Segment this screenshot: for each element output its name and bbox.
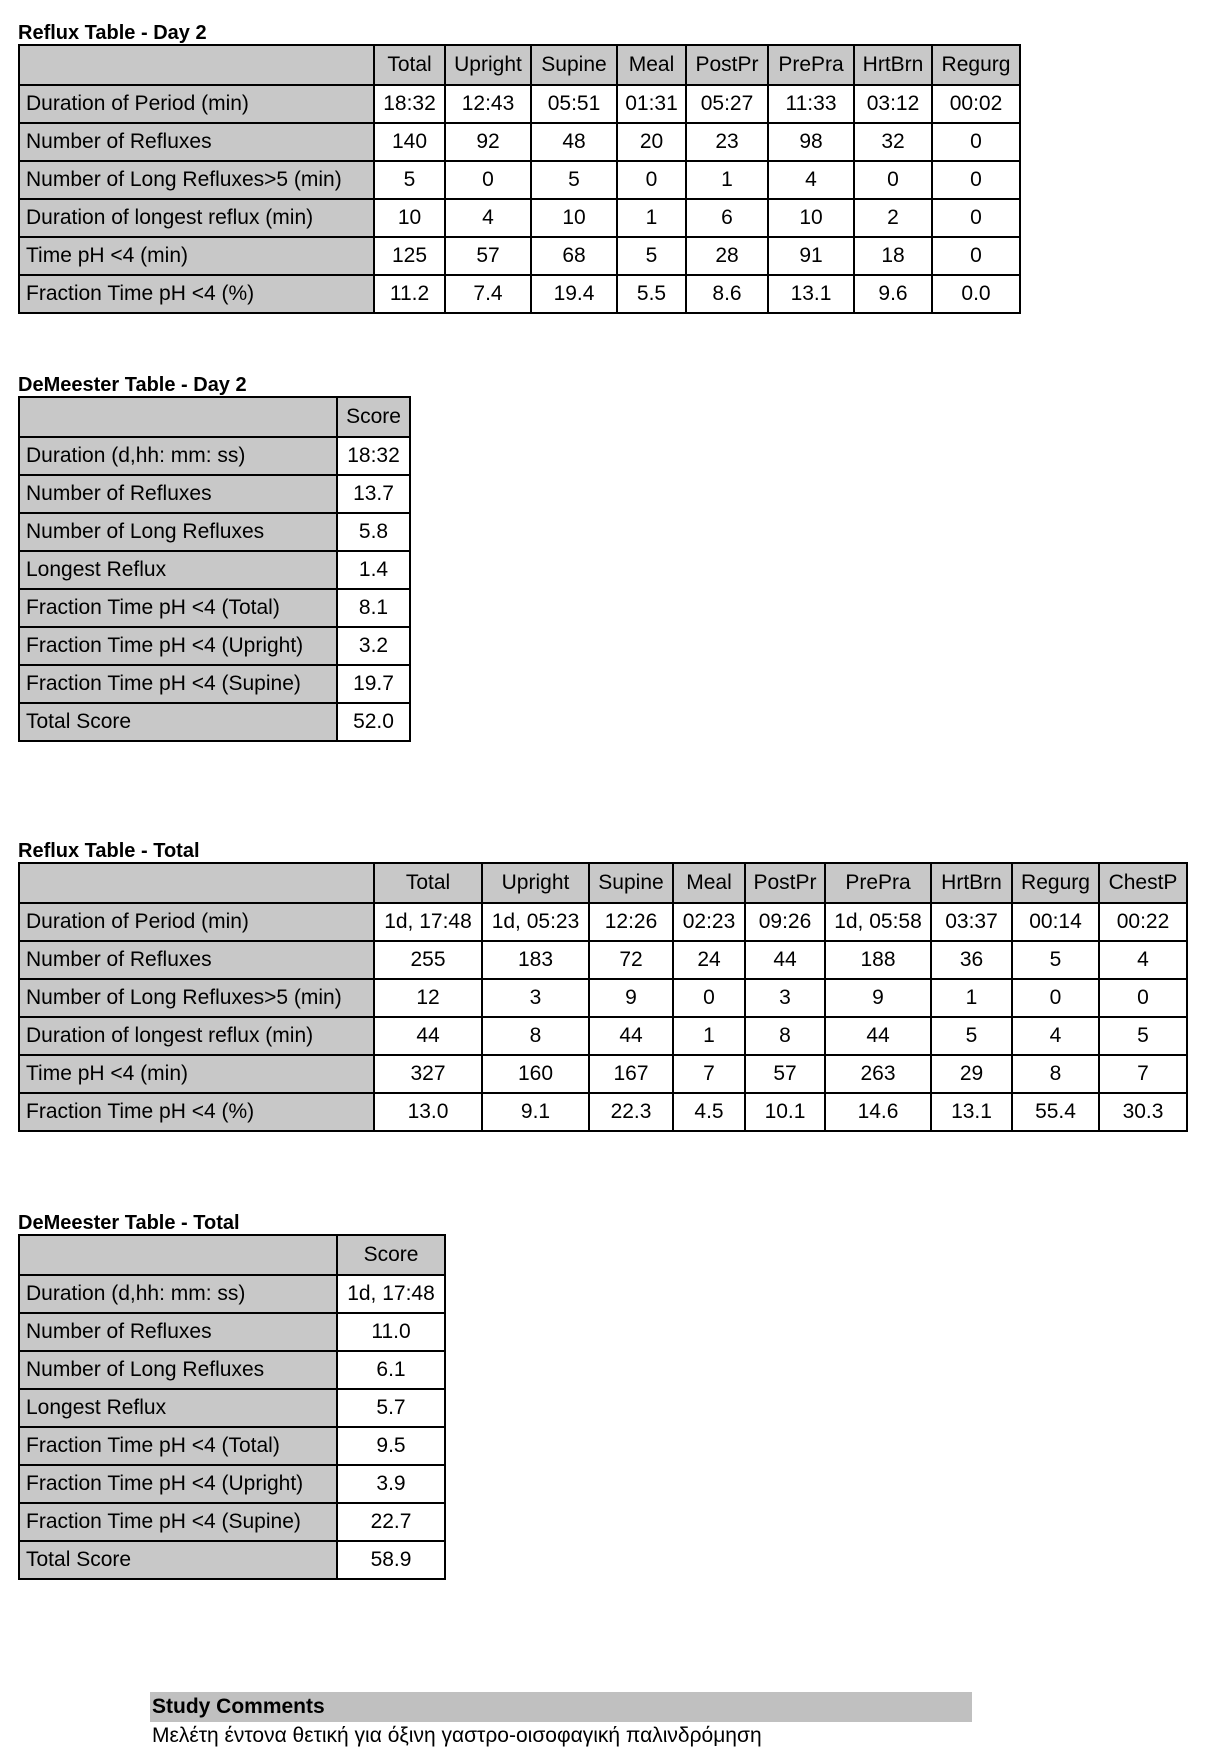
table-cell: 10 [374,199,445,237]
table-cell: 13.1 [931,1093,1012,1131]
table-cell: 00:22 [1099,903,1187,941]
row-label: Number of Refluxes [19,941,374,979]
score-cell: 6.1 [337,1351,445,1389]
table-cell: 55.4 [1012,1093,1099,1131]
table-row [19,1055,1187,1093]
score-cell: 18:32 [337,437,410,475]
table-cell: 18:32 [374,85,445,123]
column-header: Supine [589,863,673,903]
table-cell: 2 [854,199,932,237]
table-cell: 05:27 [686,85,768,123]
table-cell: 140 [374,123,445,161]
row-label: Number of Refluxes [19,475,337,513]
table-cell: 1d, 17:48 [374,903,482,941]
table-cell: 5 [1099,1017,1187,1055]
row-label: Number of Long Refluxes>5 (min) [19,161,374,199]
table-cell: 92 [445,123,531,161]
row-label: Fraction Time pH <4 (%) [19,1093,374,1131]
row-label: Fraction Time pH <4 (Upright) [19,627,337,665]
table-cell: 5.5 [617,275,686,313]
row-label: Fraction Time pH <4 (Supine) [19,665,337,703]
table-cell: 00:02 [932,85,1020,123]
header-corner-cell [19,863,374,903]
table-cell: 5 [531,161,617,199]
table-cell: 9.1 [482,1093,589,1131]
table-cell: 0.0 [932,275,1020,313]
table-cell: 4 [1012,1017,1099,1055]
table-row [19,437,410,475]
table-row [19,1541,445,1579]
demeester-table-day2 [18,396,411,742]
table-cell: 327 [374,1055,482,1093]
table-row [19,979,1187,1017]
table-cell: 0 [617,161,686,199]
table-cell: 8 [1012,1055,1099,1093]
header-corner-cell [19,45,374,85]
table-row [19,551,410,589]
table-cell: 4 [768,161,854,199]
row-label: Longest Reflux [19,551,337,589]
table-row [19,513,410,551]
table-cell: 1 [686,161,768,199]
table-row [19,1427,445,1465]
table-cell: 4 [445,199,531,237]
score-header: Score [337,1235,445,1275]
table-cell: 3 [745,979,825,1017]
table-cell: 14.6 [825,1093,931,1131]
table-cell: 4 [1099,941,1187,979]
row-label: Duration of longest reflux (min) [19,199,374,237]
column-header: HrtBrn [931,863,1012,903]
table-row [19,627,410,665]
table-cell: 48 [531,123,617,161]
table-cell: 4.5 [673,1093,745,1131]
score-cell: 11.0 [337,1313,445,1351]
table-cell: 9 [589,979,673,1017]
row-label: Fraction Time pH <4 (Upright) [19,1465,337,1503]
table-cell: 32 [854,123,932,161]
table-cell: 0 [932,237,1020,275]
header-row [19,863,1187,903]
reflux-table-day2-section [18,22,1021,314]
study-comments-text: Μελέτη έντονα θετική για όξινη γαστρο-οισοφαγική παλινδρόμηση [152,1724,762,1747]
row-label: Number of Refluxes [19,1313,337,1351]
score-cell: 1.4 [337,551,410,589]
row-label: Duration of Period (min) [19,903,374,941]
table-cell: 9 [825,979,931,1017]
column-header: Meal [617,45,686,85]
table-cell: 05:51 [531,85,617,123]
table-row [19,1093,1187,1131]
row-label: Number of Long Refluxes [19,513,337,551]
table-cell: 72 [589,941,673,979]
table-cell: 7 [673,1055,745,1093]
table-cell: 9.6 [854,275,932,313]
table-cell: 57 [445,237,531,275]
score-cell: 3.2 [337,627,410,665]
column-header: PostPr [745,863,825,903]
reflux-table-day2 [18,44,1021,314]
table-cell: 1 [931,979,1012,1017]
reflux-table-day2-title: Reflux Table - Day 2 [18,22,207,44]
table-cell: 12 [374,979,482,1017]
table-cell: 10 [531,199,617,237]
table-row [19,85,1020,123]
row-label: Fraction Time pH <4 (Total) [19,589,337,627]
table-cell: 02:23 [673,903,745,941]
table-cell: 12:26 [589,903,673,941]
table-cell: 5 [1012,941,1099,979]
table-row [19,475,410,513]
table-cell: 183 [482,941,589,979]
column-header: Upright [445,45,531,85]
column-header: HrtBrn [854,45,932,85]
table-cell: 36 [931,941,1012,979]
table-cell: 19.4 [531,275,617,313]
row-label: Total Score [19,1541,337,1579]
row-label: Number of Refluxes [19,123,374,161]
table-cell: 28 [686,237,768,275]
table-cell: 7 [1099,1055,1187,1093]
row-label: Fraction Time pH <4 (Supine) [19,1503,337,1541]
table-row [19,703,410,741]
table-cell: 13.0 [374,1093,482,1131]
table-cell: 18 [854,237,932,275]
table-cell: 12:43 [445,85,531,123]
table-row [19,941,1187,979]
row-label: Duration (d,hh: mm: ss) [19,1275,337,1313]
table-cell: 98 [768,123,854,161]
table-row [19,161,1020,199]
header-row [19,1235,445,1275]
table-cell: 23 [686,123,768,161]
header-row [19,45,1020,85]
table-row [19,275,1020,313]
score-cell: 5.7 [337,1389,445,1427]
table-cell: 7.4 [445,275,531,313]
table-row [19,1275,445,1313]
table-cell: 1d, 05:58 [825,903,931,941]
table-cell: 03:37 [931,903,1012,941]
table-row [19,123,1020,161]
row-label: Longest Reflux [19,1389,337,1427]
row-label: Duration (d,hh: mm: ss) [19,437,337,475]
row-label: Time pH <4 (min) [19,1055,374,1093]
table-cell: 3 [482,979,589,1017]
table-cell: 44 [589,1017,673,1055]
row-label: Fraction Time pH <4 (%) [19,275,374,313]
header-corner-cell [19,1235,337,1275]
table-cell: 0 [932,199,1020,237]
table-cell: 8 [745,1017,825,1055]
score-cell: 13.7 [337,475,410,513]
table-row [19,589,410,627]
table-cell: 6 [686,199,768,237]
score-cell: 8.1 [337,589,410,627]
row-label: Duration of Period (min) [19,85,374,123]
table-cell: 188 [825,941,931,979]
score-cell: 58.9 [337,1541,445,1579]
row-label: Duration of longest reflux (min) [19,1017,374,1055]
table-cell: 91 [768,237,854,275]
column-header: Total [374,863,482,903]
table-cell: 5 [931,1017,1012,1055]
header-corner-cell [19,397,337,437]
table-cell: 01:31 [617,85,686,123]
table-cell: 8.6 [686,275,768,313]
table-row [19,903,1187,941]
table-cell: 29 [931,1055,1012,1093]
table-cell: 5 [617,237,686,275]
table-cell: 5 [374,161,445,199]
row-label: Total Score [19,703,337,741]
table-cell: 10 [768,199,854,237]
reflux-table-total-section [18,840,1188,1132]
table-row [19,199,1020,237]
table-cell: 125 [374,237,445,275]
study-comments-title: Study Comments [150,1692,972,1722]
row-label: Number of Long Refluxes [19,1351,337,1389]
header-row [19,397,410,437]
table-row [19,1503,445,1541]
column-header: PostPr [686,45,768,85]
score-cell: 52.0 [337,703,410,741]
table-cell: 0 [932,161,1020,199]
score-header: Score [337,397,410,437]
table-cell: 0 [1099,979,1187,1017]
table-cell: 13.1 [768,275,854,313]
table-cell: 160 [482,1055,589,1093]
table-cell: 30.3 [1099,1093,1187,1131]
table-cell: 1 [617,199,686,237]
table-cell: 44 [745,941,825,979]
table-cell: 20 [617,123,686,161]
table-cell: 263 [825,1055,931,1093]
table-row [19,1465,445,1503]
table-cell: 1 [673,1017,745,1055]
table-cell: 44 [374,1017,482,1055]
table-cell: 11.2 [374,275,445,313]
column-header: ChestP [1099,863,1187,903]
table-row [19,1017,1187,1055]
score-cell: 3.9 [337,1465,445,1503]
column-header: Regurg [1012,863,1099,903]
reflux-table-total [18,862,1188,1132]
column-header: PrePra [768,45,854,85]
demeester-table-day2-section [18,374,411,742]
row-label: Number of Long Refluxes>5 (min) [19,979,374,1017]
table-cell: 0 [854,161,932,199]
column-header: Supine [531,45,617,85]
table-row [19,1313,445,1351]
demeester-table-total [18,1234,446,1580]
table-cell: 00:14 [1012,903,1099,941]
score-cell: 19.7 [337,665,410,703]
table-cell: 68 [531,237,617,275]
table-cell: 03:12 [854,85,932,123]
column-header: Total [374,45,445,85]
table-cell: 10.1 [745,1093,825,1131]
column-header: PrePra [825,863,931,903]
table-cell: 24 [673,941,745,979]
table-row [19,1389,445,1427]
table-cell: 1d, 05:23 [482,903,589,941]
column-header: Upright [482,863,589,903]
demeester-table-total-title: DeMeester Table - Total [18,1212,240,1234]
table-row [19,665,410,703]
table-row [19,1351,445,1389]
column-header: Regurg [932,45,1020,85]
table-cell: 0 [1012,979,1099,1017]
table-cell: 22.3 [589,1093,673,1131]
reflux-table-total-title: Reflux Table - Total [18,840,200,862]
table-cell: 11:33 [768,85,854,123]
table-cell: 44 [825,1017,931,1055]
table-cell: 0 [673,979,745,1017]
row-label: Time pH <4 (min) [19,237,374,275]
demeester-table-total-section [18,1212,446,1580]
table-cell: 255 [374,941,482,979]
table-cell: 8 [482,1017,589,1055]
table-cell: 0 [932,123,1020,161]
table-cell: 09:26 [745,903,825,941]
row-label: Fraction Time pH <4 (Total) [19,1427,337,1465]
table-cell: 0 [445,161,531,199]
column-header: Meal [673,863,745,903]
table-row [19,237,1020,275]
table-cell: 167 [589,1055,673,1093]
demeester-table-day2-title: DeMeester Table - Day 2 [18,374,247,396]
score-cell: 9.5 [337,1427,445,1465]
table-cell: 57 [745,1055,825,1093]
score-cell: 22.7 [337,1503,445,1541]
score-cell: 5.8 [337,513,410,551]
study-comments [150,1692,972,1750]
score-cell: 1d, 17:48 [337,1275,445,1313]
